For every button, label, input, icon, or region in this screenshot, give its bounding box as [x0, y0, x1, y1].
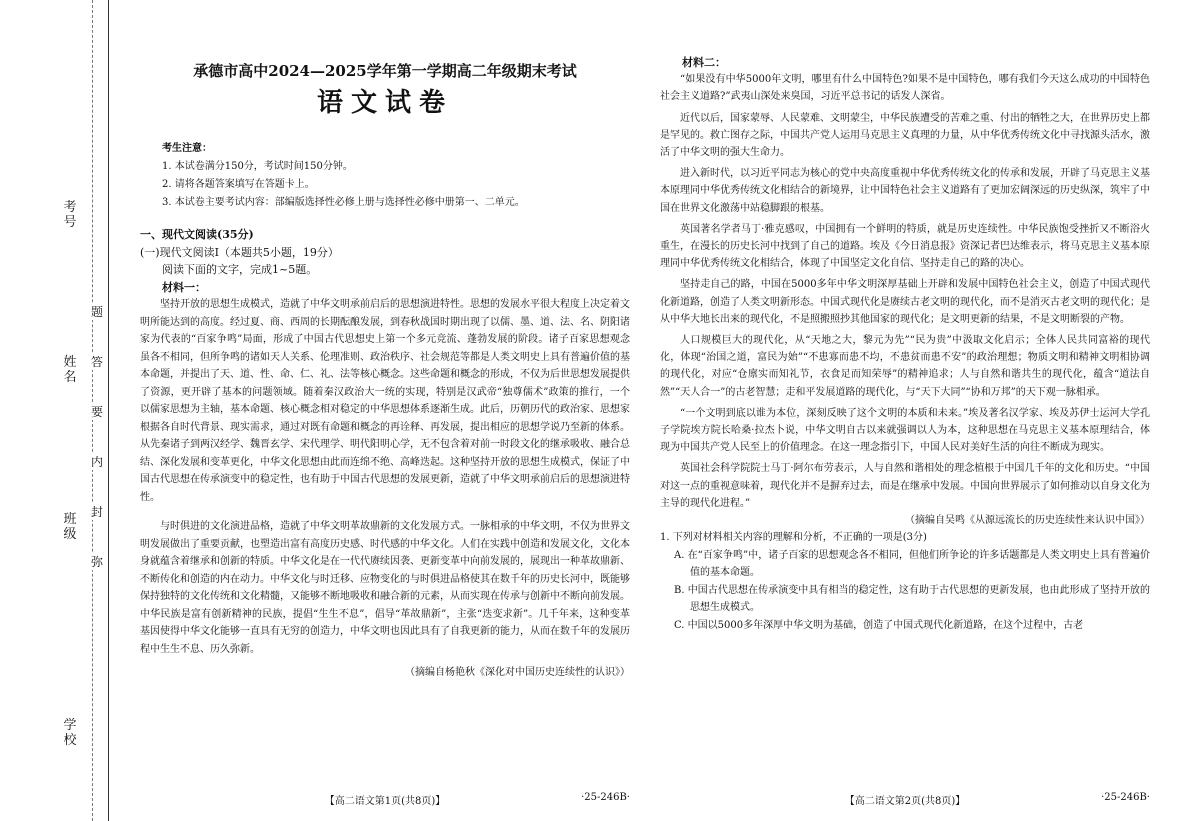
notice-item: 3. 本试卷主要考试内容：部编版选择性必修上册与选择性必修中册第一、二单元。 [162, 197, 525, 208]
page-one [140, 0, 630, 821]
option-b: B. 中国古代思想在传承演变中具有相当的稳定性，这有助于古代思想的更新发展，也由此形成了坚持开放的思想生成模式。 [674, 584, 1150, 614]
paragraph: 英国社会科学院院士马丁·阿尔布劳表示，人与自然和谐相处的理念植根于中国几千年的文化和历史。“中国对这一点的重视意味着，现代化并不是摒弃过去，而是在继承中发展。中国向世界展示了如何推动以自身文化为主导的现代化进程。” [660, 463, 1150, 509]
footer-page-label: 【高二语文第1页(共8页)】 [324, 796, 446, 807]
instruction: 阅读下面的文字，完成1~5题。 [162, 263, 318, 276]
seal-char: 内 [90, 455, 103, 469]
seal-char: 答 [90, 355, 103, 369]
reading-body [140, 226, 630, 682]
footer-code: ·25-246B· [1101, 792, 1150, 803]
notice-block [162, 140, 525, 212]
material-one-label: 材料一： [162, 280, 206, 294]
paragraph: 人口规模巨大的现代化，从“天地之大，黎元为先”“民为贵”中汲取文化启示；全体人民共同富裕的现代化，体现“治国之道，富民为始”“不患寡而患不均，不患贫而患不安”的政治理想；物质文明和精神文明相协调的现代化，对应“仓廪实而知礼节，衣食足而知荣辱”的精神追求；人与自然和谐共生的现代化，蕴含“道法自然”“天人合一”的古老智慧；走和平发展道路的现代化，与“天下大同”“协和万邦”的天下观一脉相承。 [660, 335, 1150, 398]
class-label: 班级 [63, 512, 77, 542]
paragraph: 与时俱进的文化演进品格，造就了中华文明革故鼎新的文化发展方式。一脉相承的中华文明，不仅为世界文明发展做出了重要贡献，也塑造出富有高度历史感、时代感的中华文化。人们在实践中创造和发展文化，文化本身就蕴含着继承和创新的特质。中华文化是在一代代赓续因袭、更新变革中向前发展的，展现出一种革故鼎新、不断传化和创造的内在动力。中华文化与时迁移、应物变化的与时俱进品格使其在数千年的历史长河中，既能够保持独特的文化传统和文化精髓，又能够不断地吸收和融合新的元素，从而实现在传承与创新中不断向前发展。中华民族是富有创新精神的民族，提倡“生生不息”，倡导“革故鼎新”，主张“迭变求新”。几千年来，这种变革基因使得中华文化能够一直具有无穷的创造力，中华文明也因此具有了自我更新的能力，从而在数千年的发展历程中生生不息、历久弥新。 [140, 521, 630, 655]
binding-rule [108, 0, 109, 821]
notice-item: 2. 请将各题答案填写在答题卡上。 [162, 179, 315, 190]
paragraph: 近代以后，国家蒙辱、人民蒙难、文明蒙尘，中华民族遭受的苦难之重、付出的牺牲之大，在世界历史上都是罕见的。救亡图存之际，中国共产党人运用马克思主义真理的力量，从中华优秀传统文化中寻找源头活水，激活了中华文明的强大生命力。 [660, 112, 1150, 159]
school-label: 学校 [63, 718, 77, 748]
section-heading: 一、现代文阅读(35分) [140, 228, 254, 241]
footer-code: ·25-246B· [581, 792, 630, 803]
option-a: A. 在“百家争鸣”中，诸子百家的思想观念各不相同，但他们所争论的许多话题都是人类文明史上具有普遍价值的基本命题。 [674, 549, 1150, 579]
exam-subtitle: 语文试卷 [316, 88, 453, 118]
paragraph: 坚持开放的思想生成模式，造就了中华文明承前启后的思想演进特性。思想的发展水平很大程度上决定着文明所能达到的高度。经过夏、商、西周的长期酝酿发展，到春秋战国时期出现了以儒、墨、道、法、名、阴阳诸家为代表的“百家争鸣”局面，形成了中国古代思想史上第一个多元竞流、蓬勃发展的阶段。诸子百家思想观念虽各不相同，但所争鸣的诸如天人关系、伦理准则、政治秩序、社会规范等都是人类文明史上具有普遍价值的基本命题，并提出了天、道、性、命、仁、礼、法等核心概念。这些命题和概念的形成，不仅为后世思想发展提供了资源，更开辟了基本的问题领域。随着秦汉政治大一统的实现，特别是汉武帝“独尊儒术”政策的推行，一个以儒家思想为主轴，基本命题、核心概念相对稳定的中华思想体系逐渐生成。此后，历朝历代的政治家、思想家根据各自时代背景、现实需求，通过对既有命题和概念的再诠释、再发展，提出相应的思想学说乃至新的体系。从先秦诸子到两汉经学、魏晋玄学、宋代理学、明代阳明心学，无不包含着对前一时段文化的继承吸收、融合总结、深化发展和变革更化，中华文化思想由此而连绵不绝、高峰迭起。这种坚持开放的思想生成模式，保证了中国古代思想在传承演变中的稳定性，也有助于中国古代思想的发展更新，造就了中华文明承前启后的思想演进特性。 [140, 299, 630, 503]
paragraph: 进入新时代，以习近平同志为核心的党中央高度重视中华优秀传统文化的传承和发展，开辟了马克思主义基本原理同中华优秀传统文化相结合的新境界，让中国特色社会主义道路有了更加宏阔深远的历史纵深，筑牢了中国在世界文化激荡中站稳脚跟的根基。 [660, 168, 1150, 214]
name-label: 姓名 [63, 355, 77, 385]
notice-item: 1. 本试卷满分150分，考试时间150分钟。 [162, 161, 353, 172]
reading-body [660, 54, 1150, 634]
exam-no-label: 考号 [63, 200, 77, 230]
paragraph: 英国著名学者马丁·雅克感叹，中国拥有一个鲜明的特质，就是历史连续性。中华民族饱受挫折又不断浴火重生，在漫长的历史长河中找到了自己的道路。埃及《今日消息报》资深记者巴达维表示，将马克思主义基本原理同中华优秀传统文化相结合，体现了中国坚定文化自信、坚持走自己的路的决心。 [660, 223, 1150, 270]
exam-title: 承德市高中2024—2025学年第一学期高二年级期末考试 [193, 62, 577, 80]
seal-char: 弥 [90, 555, 103, 569]
question-one: 1. 下列对材料相关内容的理解和分析，不正确的一项是(3分) [660, 532, 927, 544]
binding-strip [0, 0, 110, 821]
option-c: C. 中国以5000多年深厚中华文明为基础，创造了中国式现代化新道路，在这个过程中，古老 [674, 619, 1084, 631]
notice-heading: 考生注意： [162, 143, 212, 154]
material-two-label: 材料二： [682, 56, 726, 69]
seal-char: 要 [90, 405, 103, 419]
subsection-heading: (一)现代文阅读Ⅰ（本题共5小题，19分） [140, 245, 339, 259]
paragraph: “一个文明到底以谁为本位，深刻反映了这个文明的本质和未来。”埃及著名汉学家、埃及苏伊士运河大学孔子学院埃方院长哈桑·拉杰卜说，中华文明自古以来就强调以人为本，这种思想在马克思主义基本原理结合，体现为中国共产党人民至上的价值理念。在这一理念指引下，中国人民对美好生活的向往不断成为现实。 [660, 407, 1150, 454]
paragraph: “如果没有中华5000年文明，哪里有什么中国特色?如果不是中国特色，哪有我们今天这么成功的中国特色社会主义道路?”武夷山深处来臭国，习近平总书记的话发人深省。 [660, 74, 1150, 103]
source-citation: （摘编自吴鸣《从源远流长的历史连续性来认识中国》） [905, 515, 1150, 527]
paragraph: 坚持走自己的路，中国在5000多年中华文明深厚基础上开辟和发展中国特色社会主义，创造了中国式现代化新道路，创造了人类文明新形态。中国式现代化是赓续古老文明的现代化，而不是消灭古老文明的现代化；是从中华大地长出来的现代化，不是照搬照抄其他国家的现代化；是文明更新的结果，不是文明断裂的产物。 [660, 279, 1150, 325]
seal-char: 封 [90, 505, 103, 519]
page-two [660, 0, 1150, 821]
source-citation: （摘编自杨艳秋《深化对中国历史连续性的认识》） [405, 667, 630, 678]
seal-char: 题 [90, 305, 103, 319]
footer-page-label: 【高二语文第2页(共8页)】 [844, 796, 966, 807]
